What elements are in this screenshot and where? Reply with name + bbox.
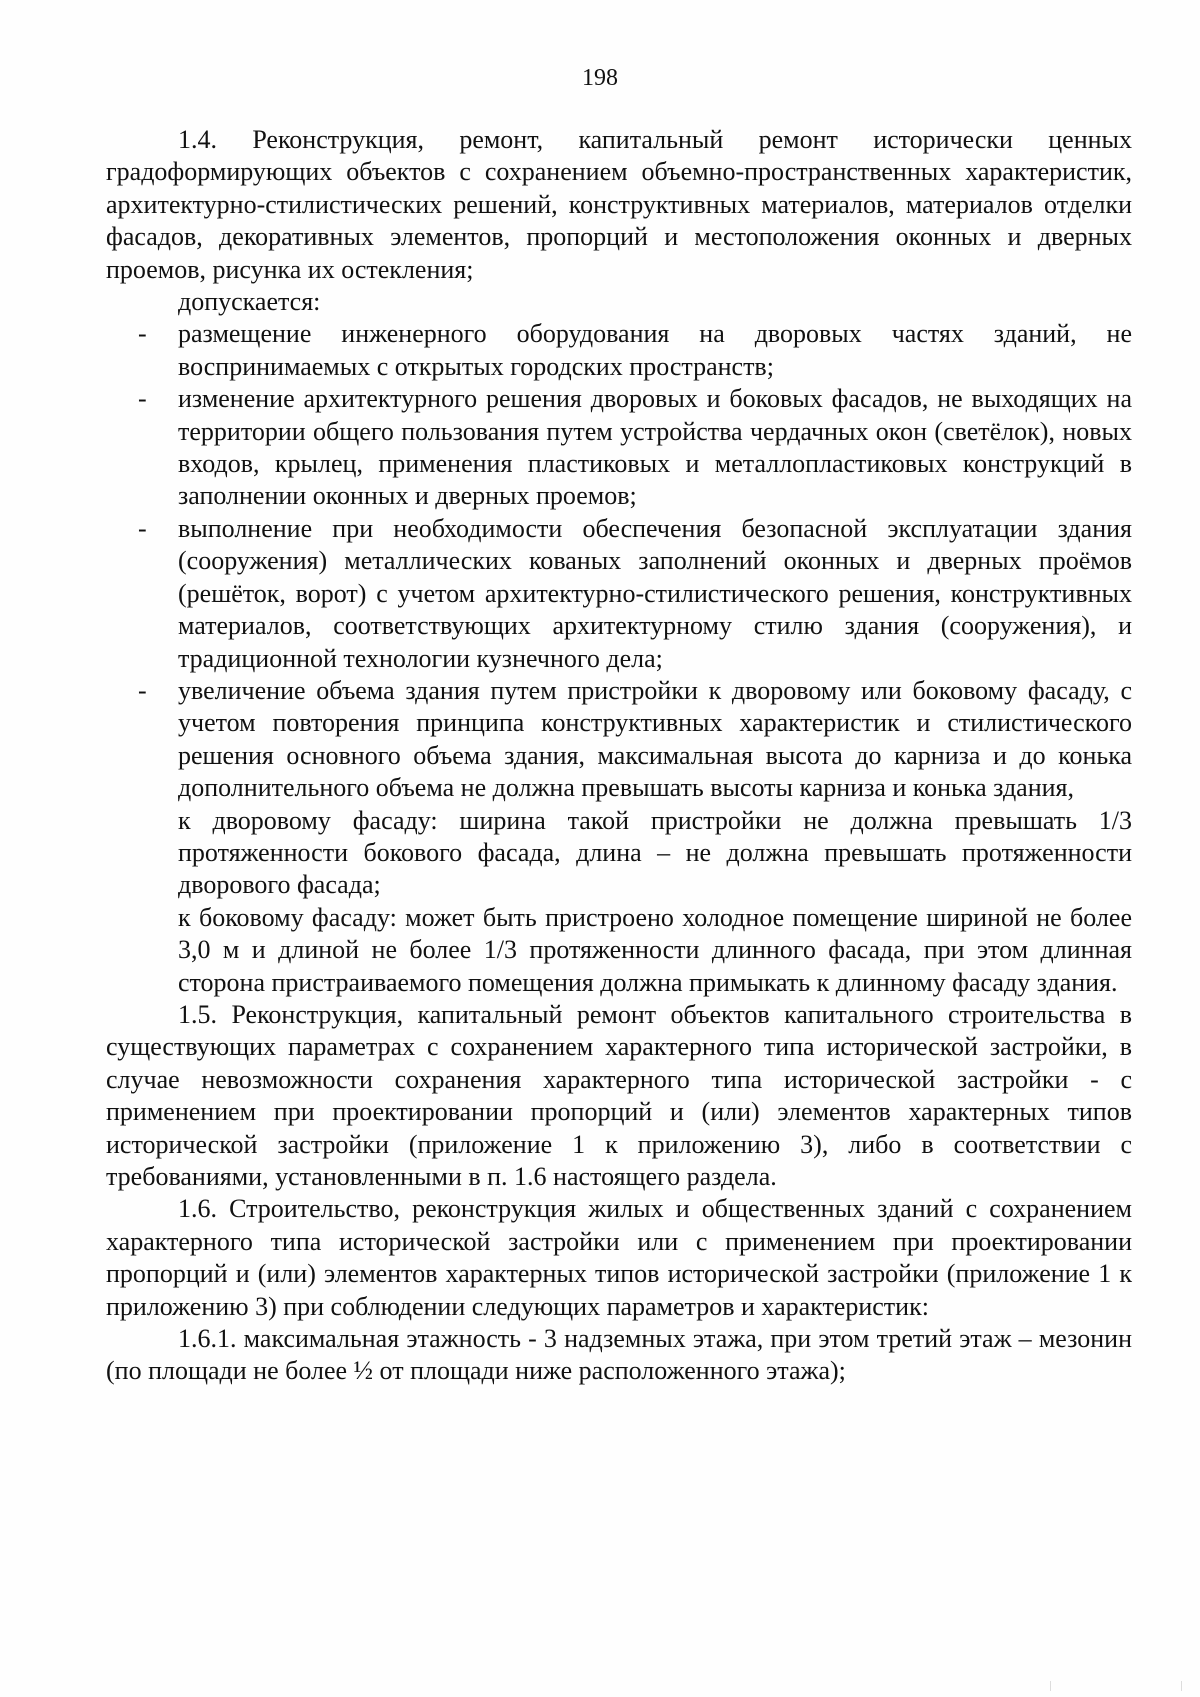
- list-item: [106, 383, 1132, 513]
- list-item-text: изменение архитектурного решения дворовых и боковых фасадов, не выходящих на территории общего пользования путем устройства чердачных окон (светёлок), новых входов, крылец, применения пластиковых и металлопластиковых конструкций в заполнении оконных и дверных проемов;: [178, 384, 1132, 511]
- paragraph-1-6-1: 1.6.1. максимальная этажность - 3 надземных этажа, при этом третий этаж – мезонин (по площади не более ½ от площади ниже расположенного этажа);: [106, 1324, 1132, 1386]
- bullet-dash: -: [138, 319, 147, 349]
- list-item-text: выполнение при необходимости обеспечения безопасной эксплуатации здания (сооружения) металлических кованых заполнений оконных и дверных проёмов (решёток, ворот) с учетом архитектурно-стилистического решения, конструктивных материалов, соответствующих архитектурному стилю здания (сооружения), и традиционной технологии кузнечного дела;: [178, 513, 1132, 673]
- allowed-list: [106, 318, 1132, 804]
- list-item: [106, 513, 1132, 675]
- paragraph-1-6: 1.6. Строительство, реконструкция жилых и общественных зданий с сохранением характерного типа исторической застройки или с применением при проектировании пропорций и (или) элементов характерных типов исторической застройки (приложение 1 к приложению 3) при соблюдении следующих параметров и характеристик:: [106, 1194, 1132, 1321]
- list-item: [106, 675, 1132, 805]
- page-number: 198: [582, 65, 618, 91]
- allowed-label: допускается:: [178, 287, 321, 317]
- list-item-text: размещение инженерного оборудования на дворовых частях зданий, не воспринимаемых с открытых городских пространств;: [178, 319, 1132, 381]
- document-body: [106, 124, 1132, 1388]
- bullet-dash: -: [138, 675, 147, 705]
- paragraph-1-4: 1.4. Реконструкция, ремонт, капитальный ремонт исторически ценных градоформирующих объектов с сохранением объемно-пространственных характеристик, архитектурно-стилистических решений, конструктивных материалов, материалов отделки фасадов, декоративных элементов, пропорций и местоположения оконных и дверных проемов, рисунка их остекления;: [106, 125, 1132, 284]
- bullet-dash: -: [138, 384, 147, 414]
- side-facade-note: к боковому фасаду: может быть пристроено холодное помещение шириной не более 3,0 м и длиной не более 1/3 протяженности длинного фасада, при этом длинная сторона пристраиваемого помещения должна примыкать к длинному фасаду здания.: [178, 902, 1132, 997]
- list-item: [106, 318, 1132, 383]
- scan-edge-mark: [1050, 1681, 1182, 1691]
- courtyard-facade-note: к дворовому фасаду: ширина такой пристройки не должна превышать 1/3 протяженности бокового фасада, длина – не должна превышать протяженности дворового фасада;: [178, 805, 1132, 900]
- paragraph-1-5: 1.5. Реконструкция, капитальный ремонт объектов капитального строительства в существующих параметрах с сохранением характерного типа исторической застройки, в случае невозможности сохранения характерного типа исторической застройки - с применением при проектировании пропорций и (или) элементов характерных типов исторической застройки (приложение 1 к приложению 3), либо в соответствии с требованиями, установленными в п. 1.6 настоящего раздела.: [106, 999, 1132, 1191]
- bullet-dash: -: [138, 513, 147, 543]
- list-item-text: увеличение объема здания путем пристройки к дворовому или боковому фасаду, с учетом повторения принципа конструктивных характеристик и стилистического решения основного объема здания, максимальная высота до карниза и до конька дополнительного объема не должна превышать высоты карниза и конька здания,: [178, 675, 1132, 803]
